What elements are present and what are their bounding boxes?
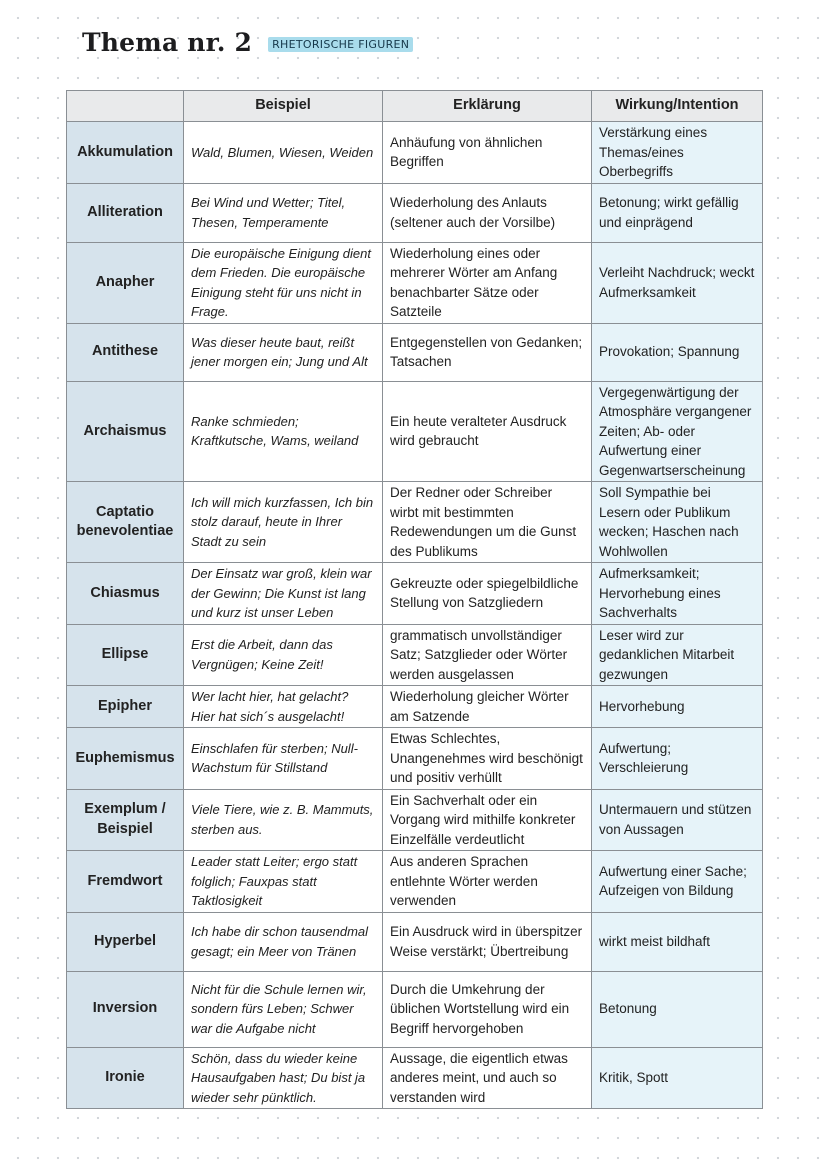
term-cell: Ironie (67, 1047, 184, 1109)
explanation-cell: Ein heute veralteter Ausdruck wird gebraucht (383, 381, 592, 482)
explanation-cell: Entgegenstellen von Gedanken; Tatsachen (383, 323, 592, 381)
example-cell: Der Einsatz war groß, klein war der Gewinn; Die Kunst ist lang und kurz ist unser Leben (184, 563, 383, 625)
example-cell: Nicht für die Schule lernen wir, sondern fürs Leben; Schwer war die Aufgabe nicht (184, 971, 383, 1047)
table-row (67, 686, 763, 728)
explanation-cell: Wiederholung gleicher Wörter am Satzende (383, 686, 592, 728)
explanation-cell: Durch die Umkehrung der üblichen Wortstellung wird ein Begriff hervorgehoben (383, 971, 592, 1047)
example-cell: Bei Wind und Wetter; Titel, Thesen, Temperamente (184, 183, 383, 242)
page-subtitle-highlight: RHETORISCHE FIGUREN (268, 37, 413, 52)
term-cell: Ellipse (67, 624, 184, 686)
table-row (67, 728, 763, 790)
effect-cell: Vergegenwärtigung der Atmosphäre vergangener Zeiten; Ab- oder Aufwertung einer Gegenwartserscheinung (592, 381, 763, 482)
explanation-cell: Ein Sachverhalt oder ein Vorgang wird mithilfe konkreter Einzelfälle verdeutlicht (383, 789, 592, 851)
table-row (67, 789, 763, 851)
explanation-cell: grammatisch unvollständiger Satz; Satzglieder oder Wörter werden ausgelassen (383, 624, 592, 686)
effect-cell: Verstärkung eines Themas/eines Oberbegriffs (592, 122, 763, 184)
example-cell: Was dieser heute baut, reißt jener morgen ein; Jung und Alt (184, 323, 383, 381)
header-term (67, 91, 184, 122)
explanation-cell: Etwas Schlechtes, Unangenehmes wird beschönigt und positiv verhüllt (383, 728, 592, 790)
example-cell: Wald, Blumen, Wiesen, Weiden (184, 122, 383, 184)
example-cell: Viele Tiere, wie z. B. Mammuts, sterben aus. (184, 789, 383, 851)
effect-cell: Kritik, Spott (592, 1047, 763, 1109)
table-row (67, 323, 763, 381)
effect-cell: Betonung; wirkt gefällig und einprägend (592, 183, 763, 242)
term-cell: Archaismus (67, 381, 184, 482)
term-cell: Inversion (67, 971, 184, 1047)
explanation-cell: Aus anderen Sprachen entlehnte Wörter werden verwenden (383, 851, 592, 913)
effect-cell: Aufwertung; Verschleierung (592, 728, 763, 790)
term-cell: Akkumulation (67, 122, 184, 184)
example-cell: Erst die Arbeit, dann das Vergnügen; Keine Zeit! (184, 624, 383, 686)
term-cell: Antithese (67, 323, 184, 381)
term-cell: Hyperbel (67, 912, 184, 971)
rhetoric-table (66, 90, 763, 1109)
explanation-cell: Gekreuzte oder spiegelbildliche Stellung von Satzgliedern (383, 563, 592, 625)
effect-cell: Hervorhebung (592, 686, 763, 728)
term-cell: Euphemismus (67, 728, 184, 790)
term-cell: Chiasmus (67, 563, 184, 625)
table-header-row (67, 91, 763, 122)
table-row (67, 1047, 763, 1109)
table-row (67, 971, 763, 1047)
header-effect: Wirkung/Intention (592, 91, 763, 122)
term-cell: Alliteration (67, 183, 184, 242)
table-row (67, 563, 763, 625)
example-cell: Leader statt Leiter; ergo statt folglich; Fauxpas statt Taktlosigkeit (184, 851, 383, 913)
term-cell: Fremdwort (67, 851, 184, 913)
header-example: Beispiel (184, 91, 383, 122)
effect-cell: Verleiht Nachdruck; weckt Aufmerksamkeit (592, 242, 763, 323)
explanation-cell: Anhäufung von ähnlichen Begriffen (383, 122, 592, 184)
term-cell: Exemplum / Beispiel (67, 789, 184, 851)
term-cell: Epipher (67, 686, 184, 728)
table-row (67, 242, 763, 323)
example-cell: Ich will mich kurzfassen, Ich bin stolz darauf, heute in Ihrer Stadt zu sein (184, 482, 383, 563)
title-row (82, 28, 413, 57)
header-explanation: Erklärung (383, 91, 592, 122)
explanation-cell: Der Redner oder Schreiber wirbt mit bestimmten Redewendungen um die Gunst des Publikums (383, 482, 592, 563)
effect-cell: Leser wird zur gedanklichen Mitarbeit gezwungen (592, 624, 763, 686)
effect-cell: Untermauern und stützen von Aussagen (592, 789, 763, 851)
explanation-cell: Aussage, die eigentlich etwas anderes meint, und auch so verstanden wird (383, 1047, 592, 1109)
example-cell: Die europäische Einigung dient dem Frieden. Die europäische Einigung steht für uns nicht in Frage. (184, 242, 383, 323)
table-row (67, 851, 763, 913)
example-cell: Ranke schmieden; Kraftkutsche, Wams, weiland (184, 381, 383, 482)
table-row (67, 122, 763, 184)
example-cell: Einschlafen für sterben; Null-Wachstum für Stillstand (184, 728, 383, 790)
example-cell: Wer lacht hier, hat gelacht? Hier hat sich´s ausgelacht! (184, 686, 383, 728)
page-title: Thema nr. 2 (82, 28, 253, 57)
effect-cell: Betonung (592, 971, 763, 1047)
explanation-cell: Wiederholung des Anlauts (seltener auch der Vorsilbe) (383, 183, 592, 242)
example-cell: Schön, dass du wieder keine Hausaufgaben hast; Du bist ja wieder sehr pünktlich. (184, 1047, 383, 1109)
table-row (67, 624, 763, 686)
table-row (67, 183, 763, 242)
term-cell: Anapher (67, 242, 184, 323)
term-cell: Captatio benevolentiae (67, 482, 184, 563)
table-row (67, 912, 763, 971)
table-row (67, 381, 763, 482)
table-row (67, 482, 763, 563)
explanation-cell: Ein Ausdruck wird in überspitzer Weise verstärkt; Übertreibung (383, 912, 592, 971)
explanation-cell: Wiederholung eines oder mehrerer Wörter am Anfang benachbarter Sätze oder Satzteile (383, 242, 592, 323)
effect-cell: Soll Sympathie bei Lesern oder Publikum wecken; Haschen nach Wohlwollen (592, 482, 763, 563)
effect-cell: Aufmerksamkeit; Hervorhebung eines Sachverhalts (592, 563, 763, 625)
effect-cell: Aufwertung einer Sache; Aufzeigen von Bildung (592, 851, 763, 913)
example-cell: Ich habe dir schon tausendmal gesagt; ein Meer von Tränen (184, 912, 383, 971)
effect-cell: Provokation; Spannung (592, 323, 763, 381)
effect-cell: wirkt meist bildhaft (592, 912, 763, 971)
